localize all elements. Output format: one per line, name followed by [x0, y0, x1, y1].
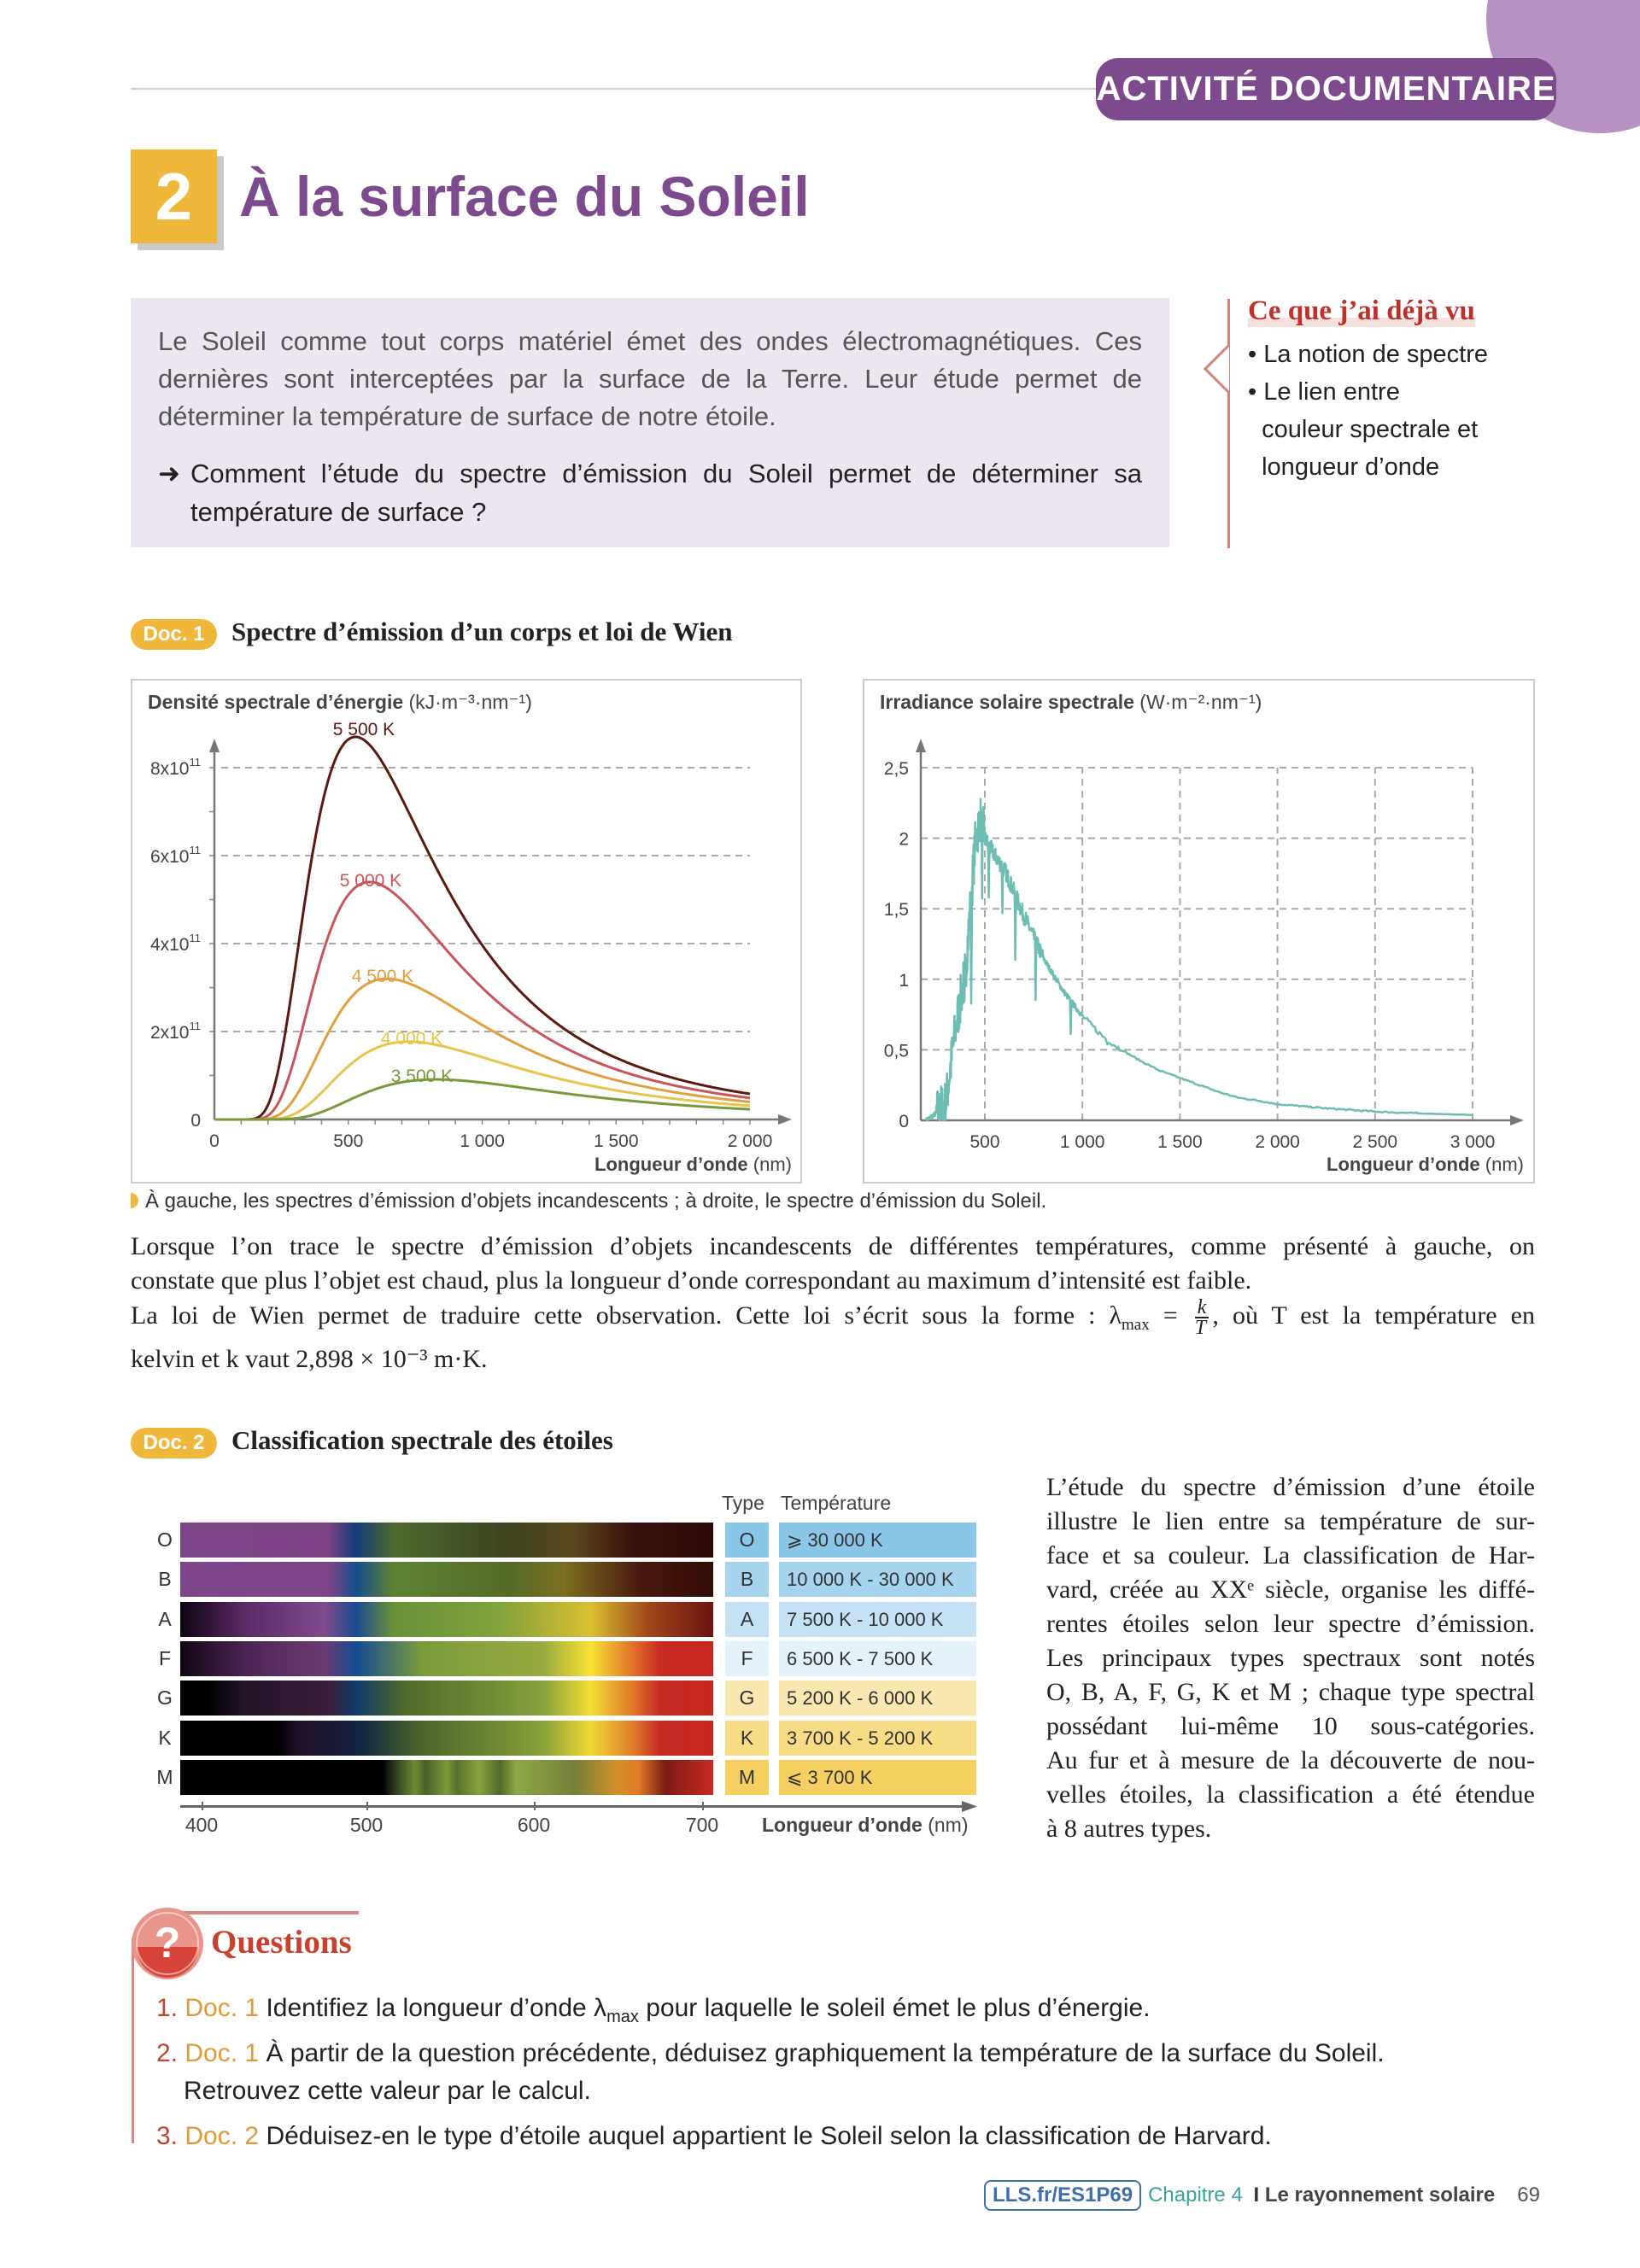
- text-segment: La loi de Wien permet de traduire cette observation. Cette loi s’écrit sous la forme :: [131, 1301, 1110, 1330]
- svg-text:?: ?: [154, 1919, 181, 1967]
- x-tick-label: 3 000: [1450, 1132, 1496, 1152]
- x-tick-label: 1 000: [460, 1131, 505, 1151]
- question-doc-ref: Doc. 2: [184, 2122, 260, 2150]
- spectral-row-label: B: [158, 1568, 172, 1591]
- spectrum-bar-K: [180, 1721, 713, 1756]
- series-label: 3 500 K: [390, 1067, 454, 1086]
- temperature-column-header: Température: [781, 1492, 892, 1514]
- question-mark-icon: [130, 1906, 205, 1981]
- question-number: 1.: [156, 1994, 179, 2022]
- text-line: face et sa couleur. La classification de Har-: [1046, 1541, 1535, 1569]
- sidebar-list: [1248, 336, 1488, 486]
- footer-link[interactable]: LLS.fr/ES1P69: [984, 2180, 1141, 2211]
- text-line: constate que plus l’objet est chaud, plus la longueur d’onde correspondant au maximum d’intensité est faible.: [131, 1266, 1252, 1295]
- axis-tick: [534, 1802, 536, 1810]
- text-line: • Le lien entre: [1248, 378, 1400, 406]
- type-cell: F: [725, 1641, 769, 1676]
- series-label: 5 000 K: [339, 871, 402, 891]
- solar-irradiance-chart: [863, 679, 1535, 1184]
- y-tick-exponent: 11: [189, 756, 201, 769]
- page-footer: [984, 2180, 1540, 2211]
- y-tick-label: $8x10^{11}$: [149, 756, 201, 779]
- top-rule: [131, 88, 1113, 90]
- text-line: Lorsque l’on trace le spectre d’émission d’objets incandescents de différentes températures, comme présenté à gauche, on: [131, 1232, 1535, 1260]
- spectrum-bar-M: [180, 1760, 713, 1795]
- x-tick-label: 2 000: [727, 1131, 773, 1151]
- x-axis-label: [594, 1154, 792, 1175]
- question-3: [156, 2119, 1272, 2154]
- text-line: L’étude du spectre d’émission d’une étoile: [1046, 1473, 1535, 1501]
- question-doc-ref: Doc. 1: [184, 1994, 260, 2022]
- spectral-row-label: K: [158, 1726, 172, 1749]
- sidebar-line: [1227, 299, 1230, 548]
- wien-formula: [1109, 1296, 1212, 1339]
- x-tick-label: 2 000: [1255, 1132, 1300, 1152]
- axis-tick: [702, 1802, 704, 1810]
- x-tick-label: 500: [333, 1131, 364, 1151]
- formula-fraction: [1195, 1298, 1210, 1337]
- temperature-cell: ⩾ 30 000 K: [779, 1523, 976, 1558]
- doc2-badge: Doc. 2: [131, 1428, 217, 1458]
- question-2: [156, 2036, 1385, 2072]
- x-axis-label: [1327, 1154, 1524, 1175]
- question-text: À partir de la question précédente, déduisez graphiquement la température de la surface du Soleil.: [266, 2039, 1385, 2067]
- y-tick-label: 2,5: [883, 759, 909, 779]
- text-line: rentes étoiles selon leur spectre d’émission.: [1046, 1610, 1535, 1638]
- spectrum-bar-O: [180, 1523, 713, 1558]
- doc1-caption: [131, 1190, 1046, 1213]
- type-column-header: Type: [722, 1492, 764, 1514]
- x-tick-label: 1 000: [1059, 1132, 1105, 1152]
- axis-tick-label: 500: [349, 1814, 384, 1836]
- text-line: à 8 autres types.: [1046, 1815, 1212, 1843]
- footer-subject: Le rayonnement solaire: [1264, 2183, 1496, 2207]
- wavelength-axis: [180, 1805, 966, 1808]
- y-tick-label: 1: [899, 970, 909, 991]
- text-line: couleur spectrale et: [1248, 416, 1479, 443]
- type-cell: K: [725, 1721, 769, 1756]
- text-line: température de surface ?: [190, 497, 487, 527]
- text-segment: , où T est la température en: [1212, 1301, 1535, 1330]
- formula-denominator: T: [1194, 1317, 1207, 1339]
- activity-number: 2: [131, 149, 217, 243]
- doc1-paragraph: [131, 1230, 1535, 1377]
- solar-spectrum-curve: [927, 799, 1473, 1120]
- x-tick-label: 1 500: [593, 1131, 639, 1151]
- x-axis-label-text: Longueur d’onde: [1327, 1154, 1480, 1175]
- y-tick-exponent: 11: [189, 932, 201, 944]
- x-axis-label-units: (nm): [1479, 1154, 1524, 1175]
- type-cell: M: [725, 1760, 769, 1795]
- arrow-right-icon: ➜: [158, 459, 180, 488]
- text-line: Le Soleil comme tout corps matériel émet des ondes électromagnétiques. Ces: [158, 326, 1142, 356]
- spectrum-bar-B: [180, 1562, 713, 1597]
- spectral-row-label: M: [156, 1765, 173, 1788]
- temperature-cell: 7 500 K - 10 000 K: [779, 1602, 976, 1637]
- chart-title: [148, 691, 532, 713]
- text-line: Comment l’étude du spectre d’émission du Soleil permet de déterminer sa: [190, 459, 1142, 488]
- y-tick-label: $2x10^{11}$: [149, 1020, 201, 1043]
- temperature-cell: ⩽ 3 700 K: [779, 1760, 976, 1795]
- x-axis-arrow-icon: [778, 1114, 792, 1125]
- doc2-paragraph: [1046, 1470, 1535, 1846]
- y-tick-label: 0: [899, 1112, 909, 1131]
- question-doc-ref: Doc. 1: [184, 2039, 260, 2067]
- doc1-caption-text: À gauche, les spectres d’émission d’objets incandescents ; à droite, le spectre d’émission du Soleil.: [145, 1190, 1047, 1213]
- sidebar-notch: [1203, 343, 1232, 395]
- activity-badge: ACTIVITÉ DOCUMENTAIRE: [1096, 58, 1556, 120]
- solar-irradiance-chart-svg: [864, 681, 1537, 1185]
- axis-tick-label: 700: [685, 1814, 719, 1836]
- formula-equals: =: [1149, 1301, 1192, 1330]
- text-line: velles étoiles, la classification a été étendue: [1046, 1780, 1535, 1809]
- axis-tick-label: 600: [517, 1814, 551, 1836]
- text-line: dernières sont interceptées par la surface de la Terre. Leur étude permet de: [158, 364, 1142, 394]
- chart-title-units: (W·m⁻²·nm⁻¹): [1133, 691, 1262, 713]
- question-1: [156, 1990, 1151, 2035]
- text-line: vard, créée au XXᵉ siècle, organise les diffé-: [1046, 1575, 1535, 1604]
- axis-tick: [366, 1802, 368, 1810]
- series-label: 5 500 K: [332, 720, 395, 739]
- questions-title: Questions: [211, 1924, 352, 1961]
- series-label: 4 500 K: [351, 967, 414, 986]
- footer-separator: I: [1253, 2183, 1260, 2207]
- intro-question-text: [190, 454, 1142, 531]
- blackbody-chart-svg: [132, 681, 804, 1185]
- x-tick-label: 1 500: [1157, 1132, 1203, 1152]
- doc1-badge: Doc. 1: [131, 619, 217, 650]
- y-tick-exponent: 11: [189, 1020, 201, 1032]
- lambda-symbol: λ: [1109, 1301, 1122, 1330]
- type-cell: G: [725, 1681, 769, 1716]
- chart-title: [880, 691, 1262, 713]
- axis-tick: [202, 1802, 203, 1810]
- question-text: Identifiez la longueur d’onde λ: [266, 1994, 607, 2022]
- axis-tick-label: 400: [184, 1814, 219, 1836]
- curve-5000k: [214, 882, 750, 1119]
- axis-arrow-icon: [962, 1799, 977, 1814]
- spectral-row-label: F: [158, 1646, 172, 1669]
- question-number: 2.: [156, 2039, 179, 2067]
- page-title: À la surface du Soleil: [239, 165, 810, 228]
- doc2-title: Classification spectrale des étoiles: [231, 1425, 613, 1455]
- y-tick-label: 1,5: [883, 900, 909, 921]
- text-line: [131, 1298, 1535, 1342]
- y-tick-label: $6x10^{11}$: [149, 844, 201, 867]
- axis-label-text: Longueur d’onde: [762, 1814, 922, 1836]
- y-tick-label: $4x10^{11}$: [149, 932, 201, 955]
- spectrum-bar-A: [180, 1602, 713, 1637]
- intro-question: [158, 454, 1142, 531]
- temperature-cell: 3 700 K - 5 200 K: [779, 1721, 976, 1756]
- formula-numerator: k: [1195, 1298, 1210, 1318]
- chart-title-main: Densité spectrale d’énergie: [148, 691, 404, 713]
- series-label: 4 000 K: [380, 1029, 443, 1049]
- x-axis-arrow-icon: [1510, 1115, 1524, 1125]
- chart-title-units: (kJ·m⁻³·nm⁻¹): [403, 691, 532, 713]
- question-2-continued: Retrouvez cette valeur par le calcul.: [184, 2077, 591, 2105]
- question-text: Déduisez-en le type d’étoile auquel appartient le Soleil selon la classification de Harvard.: [266, 2122, 1272, 2150]
- intro-text: [158, 323, 1142, 435]
- text-line: illustre le lien entre sa température de sur-: [1046, 1507, 1535, 1535]
- y-axis-arrow-icon: [209, 739, 220, 752]
- type-cell: B: [725, 1562, 769, 1597]
- question-number: 3.: [156, 2122, 179, 2150]
- footer-chapter: Chapitre 4: [1148, 2183, 1243, 2207]
- blackbody-chart: [131, 679, 802, 1184]
- question-subscript: max: [606, 2008, 639, 2026]
- text-line: • La notion de spectre: [1248, 341, 1489, 368]
- text-line: Les principaux types spectraux sont notés: [1046, 1644, 1535, 1672]
- y-tick-label: 0,5: [883, 1041, 909, 1061]
- y-axis-arrow-icon: [916, 739, 926, 752]
- temperature-cell: 5 200 K - 6 000 K: [779, 1681, 976, 1716]
- y-tick-label: 2: [899, 829, 909, 850]
- spectrum-bar-F: [180, 1641, 713, 1676]
- text-line: possédant lui-même 10 sous-catégories.: [1046, 1712, 1535, 1740]
- text-line: O, B, A, F, G, K et M ; chaque type spectral: [1046, 1678, 1535, 1706]
- chart-title-main: Irradiance solaire spectrale: [880, 691, 1134, 713]
- x-tick-label: 0: [209, 1131, 220, 1151]
- page-number: 69: [1517, 2183, 1540, 2207]
- doc1-title: Spectre d’émission d’un corps et loi de Wien: [231, 617, 733, 646]
- axis-units: (nm): [928, 1814, 969, 1836]
- formula-subscript: max: [1122, 1315, 1150, 1334]
- x-tick-label: 2 500: [1352, 1132, 1398, 1152]
- text-line: Au fur et à mesure de la découverte de nou-: [1046, 1746, 1535, 1774]
- y-tick-exponent: 11: [189, 844, 201, 856]
- x-tick-label: 500: [969, 1132, 1000, 1152]
- text-line: longueur d’onde: [1248, 453, 1440, 481]
- x-axis-label-units: (nm): [747, 1154, 792, 1175]
- type-cell: A: [725, 1602, 769, 1637]
- temperature-cell: 10 000 K - 30 000 K: [779, 1562, 976, 1597]
- temperature-cell: 6 500 K - 7 500 K: [779, 1641, 976, 1676]
- type-cell: O: [725, 1523, 769, 1558]
- spectral-row-label: A: [158, 1607, 172, 1630]
- spectrum-bar-G: [180, 1681, 713, 1716]
- question-text: pour laquelle le soleil émet le plus d’énergie.: [638, 1994, 1151, 2022]
- text-line: déterminer la température de surface de notre étoile.: [158, 401, 776, 431]
- x-axis-label-text: Longueur d’onde: [594, 1154, 748, 1175]
- spectral-row-label: O: [157, 1529, 173, 1551]
- wavelength-axis-label: [762, 1813, 968, 1837]
- text-line: kelvin et k vaut 2,898 × 10⁻³ m·K.: [131, 1344, 488, 1373]
- spectral-row-label: G: [157, 1686, 173, 1710]
- caption-marker-icon: [131, 1193, 138, 1208]
- y-tick-label: 0: [190, 1111, 201, 1131]
- sidebar-title: Ce que j’ai déjà vu: [1248, 295, 1475, 326]
